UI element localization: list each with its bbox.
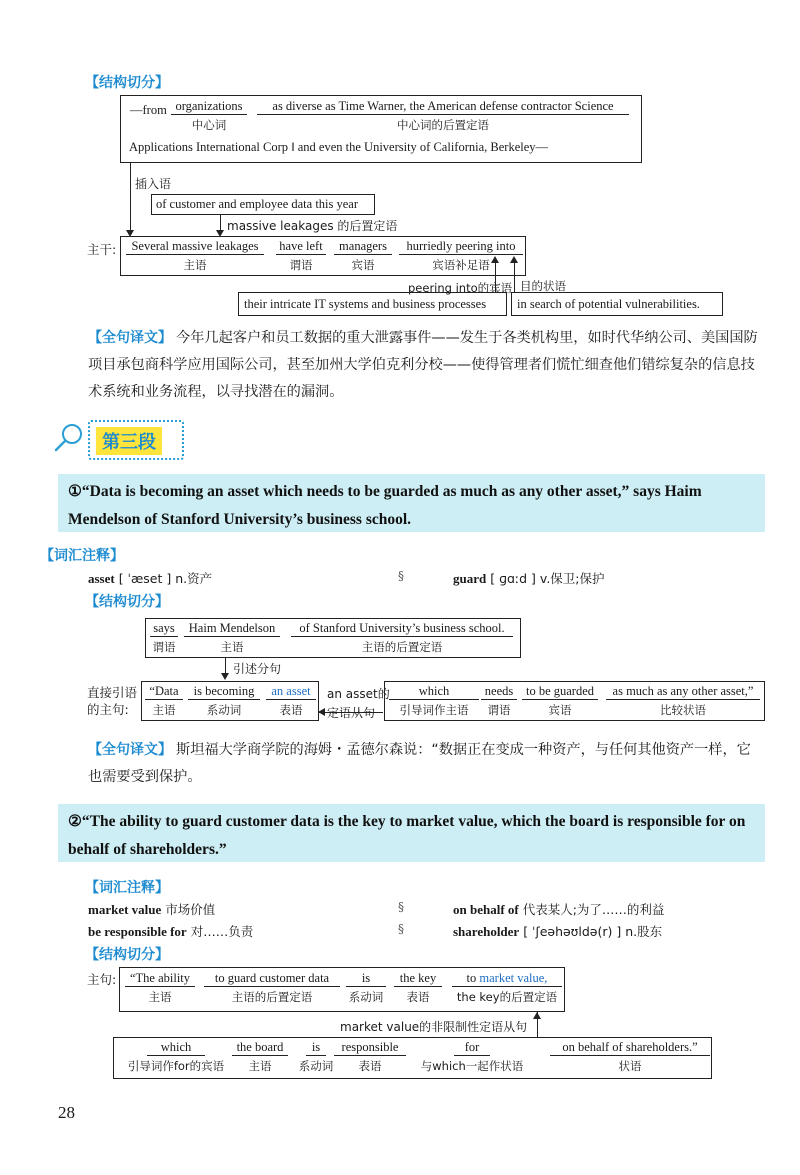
vocab-def: 市场价值 <box>165 902 216 917</box>
sentence-2: ②“The ability to guard customer data is the key to market value, which the board is responsible for on behalf of shareholders.” <box>58 804 765 862</box>
vocab-tag-1: 【词汇注释】 <box>40 548 124 564</box>
organizations-word: organizations <box>171 99 247 115</box>
main-verb-cn: 谓语 <box>289 258 313 272</box>
vocab-item-shareholder <box>453 922 662 940</box>
vocab-item-guard <box>453 569 605 587</box>
insert-cn: massive leakages 的后置定语 <box>227 219 398 233</box>
insert-text: of customer and employee data this year <box>156 197 359 211</box>
s2-comparison: as much as any other asset,” <box>606 684 760 700</box>
s3-market-value-blue: market value, <box>479 971 548 985</box>
s2-guarded: to be guarded <box>522 684 598 700</box>
divider-symbol: § <box>398 900 404 914</box>
main-comp-cn: 宾语补足语 <box>432 258 490 272</box>
postmod-text: as diverse as Time Warner, the American defense contractor Science <box>257 99 629 115</box>
s2-becoming-cn: 系动词 <box>206 703 242 717</box>
s3-responsible-cn: 表语 <box>358 1059 382 1073</box>
s3-behalf: on behalf of shareholders.” <box>550 1040 710 1056</box>
main-comp: hurriedly peering into <box>399 239 523 255</box>
s2-which: which <box>389 684 479 700</box>
s3-label: 主句: <box>87 972 117 987</box>
s3-arrow-head <box>533 1012 541 1019</box>
translation-1-text: 今年几起客户和员工数据的重大泄露事件——发生于各类机构里，如时代华纳公司、美国国防项目承包商科学应用国际公司，甚至加州大学伯克利分校——使得管理者们慌忙细查他们错综复杂的信息技术系统和业务流程，以寻找潜在的漏洞。 <box>88 330 758 400</box>
vocab-tag-2: 【词汇注释】 <box>85 880 169 896</box>
vocab-item-on-behalf <box>453 900 664 918</box>
translation-1-tag: 【全句译文】 <box>88 330 172 346</box>
s2-comparison-cn: 比较状语 <box>660 703 706 717</box>
from-line-2: Applications International Corp ‖ and even the University of California, Berkeley— <box>129 140 549 154</box>
s3-guard: to guard customer data <box>204 971 340 987</box>
vocab-word: shareholder <box>453 924 520 939</box>
postmod-cn: 中心词的后置定语 <box>397 118 489 132</box>
s2-middle-top: an asset的 <box>327 687 390 701</box>
vocab-def: 对……负责 <box>190 924 254 939</box>
peering-label: peering into的宾语 <box>408 281 513 295</box>
insert-arrow-line <box>130 163 131 233</box>
purpose-arrow <box>514 262 515 292</box>
structure-2-q1-box <box>141 681 319 721</box>
vocab-def: [ ˈʃeəhəʊldə(r) ] n.股东 <box>523 924 663 939</box>
s2-left-label-2: 的主句: <box>87 702 129 717</box>
translation-2-tag: 【全句译文】 <box>88 742 172 758</box>
structure-2-q2-box <box>384 681 765 721</box>
purpose-text: in search of potential vulnerabilities. <box>517 297 700 311</box>
s3-market-value: to market value, <box>452 971 562 987</box>
vocab-word: asset <box>88 571 115 586</box>
s3-ability-cn: 主语 <box>148 990 172 1004</box>
insert-box <box>151 194 375 215</box>
s3-responsible: responsible <box>334 1040 406 1056</box>
vocab-item-responsible <box>88 922 253 940</box>
translation-2-text: 斯坦福大学商学院的海姆・孟德尔森说：“数据正在变成一种资产，与任何其他资产一样，它也需要受到保护。 <box>88 742 751 785</box>
s3-which: which <box>147 1040 205 1056</box>
from-word: —from <box>130 103 167 117</box>
translation-1 <box>88 325 760 406</box>
s3-board-cn: 主语 <box>248 1059 272 1073</box>
structure-2-top-box <box>145 618 521 658</box>
translation-2 <box>88 737 760 791</box>
s2-becoming: is becoming <box>188 684 260 700</box>
peering-arrow-head <box>491 256 499 263</box>
s3-is-2-cn: 系动词 <box>298 1059 334 1073</box>
s2-arrow-label: 引述分句 <box>233 662 282 676</box>
vocab-item-market-value <box>88 900 215 918</box>
vocab-word: guard <box>453 571 487 586</box>
divider-symbol: § <box>398 922 404 936</box>
s2-asset-cn: 表语 <box>279 703 303 717</box>
main-obj: managers <box>334 239 392 255</box>
heading-title: 第三段 <box>96 427 162 455</box>
s3-key: the key <box>394 971 442 987</box>
structure-tag-1: 【结构切分】 <box>85 75 169 91</box>
vocab-word: market value <box>88 902 162 917</box>
vocab-word: on behalf of <box>453 902 519 917</box>
s3-guard-cn: 主语的后置定语 <box>231 990 313 1004</box>
s2-middle-bottom: 定语从句 <box>327 706 376 720</box>
main-label: 主干: <box>87 242 117 257</box>
main-box <box>120 236 526 276</box>
peering-obj: their intricate IT systems and business processes <box>244 297 487 311</box>
s3-for-cn: 与which一起作状语 <box>420 1059 524 1073</box>
s2-data: “Data <box>145 684 183 700</box>
s2-connector-head <box>318 708 325 716</box>
s2-says: says <box>150 621 178 637</box>
insert-label: 插入语 <box>135 177 172 191</box>
divider-symbol: § <box>398 569 404 583</box>
s2-asset: an asset <box>266 684 316 700</box>
page-number: 28 <box>58 1103 75 1122</box>
s2-subject: Haim Mendelson <box>184 621 280 637</box>
vocab-def: 代表某人;为了……的利益 <box>522 902 665 917</box>
structure-3-bottom-box <box>113 1037 712 1079</box>
s3-key-cn: 表语 <box>406 990 430 1004</box>
structure-tag-2: 【结构切分】 <box>85 594 169 610</box>
main-subj-cn: 主语 <box>183 258 207 272</box>
vocab-item-asset <box>88 569 212 587</box>
sentence-1: ①“Data is becoming an asset which needs to be guarded as much as any other asset,” says Haim Mendelson of Stanford University’s business school. <box>58 474 765 532</box>
organizations-cn: 中心词 <box>191 118 227 132</box>
purpose-label: 目的状语 <box>520 279 566 293</box>
s2-needs: needs <box>481 684 517 700</box>
s2-subject-cn: 主语 <box>220 640 244 654</box>
s2-left-label-1: 直接引语 <box>87 685 138 700</box>
vocab-word: be responsible for <box>88 924 187 939</box>
s2-which-cn: 引导词作主语 <box>399 703 469 717</box>
main-subj: Several massive leakages <box>126 239 264 255</box>
s3-arrow-label: market value的非限制性定语从句 <box>340 1020 528 1034</box>
s2-data-cn: 主语 <box>152 703 176 717</box>
s3-which-cn: 引导词作for的宾语 <box>127 1059 225 1073</box>
s3-is: is <box>346 971 386 987</box>
s3-behalf-cn: 状语 <box>618 1059 642 1073</box>
s3-market-value-cn: the key的后置定语 <box>456 990 558 1004</box>
s3-board: the board <box>232 1040 288 1056</box>
vocab-def: [ ˈæset ] n.资产 <box>118 571 213 586</box>
structure-box-from <box>120 95 642 163</box>
main-verb: have left <box>276 239 326 255</box>
purpose-box <box>511 292 723 316</box>
s2-postmod: of Stanford University’s business school. <box>291 621 513 637</box>
structure-3-top-box <box>119 967 565 1012</box>
s2-postmod-cn: 主语的后置定语 <box>361 640 443 654</box>
magnifier-icon <box>50 422 86 452</box>
vocab-def: [ ɡɑːd ] v.保卫;保护 <box>490 571 605 586</box>
main-obj-cn: 宾语 <box>351 258 375 272</box>
s3-is-cn: 系动词 <box>348 990 384 1004</box>
s2-arrow-head <box>221 673 229 680</box>
s2-needs-cn: 谓语 <box>487 703 511 717</box>
s2-guarded-cn: 宾语 <box>548 703 572 717</box>
s2-says-cn: 谓语 <box>152 640 176 654</box>
purpose-arrow-head <box>510 256 518 263</box>
peering-obj-box <box>238 292 507 316</box>
structure-tag-3: 【结构切分】 <box>85 947 169 963</box>
s3-for: for <box>454 1040 490 1056</box>
s3-ability: “The ability <box>125 971 195 987</box>
s3-is-2: is <box>306 1040 326 1056</box>
